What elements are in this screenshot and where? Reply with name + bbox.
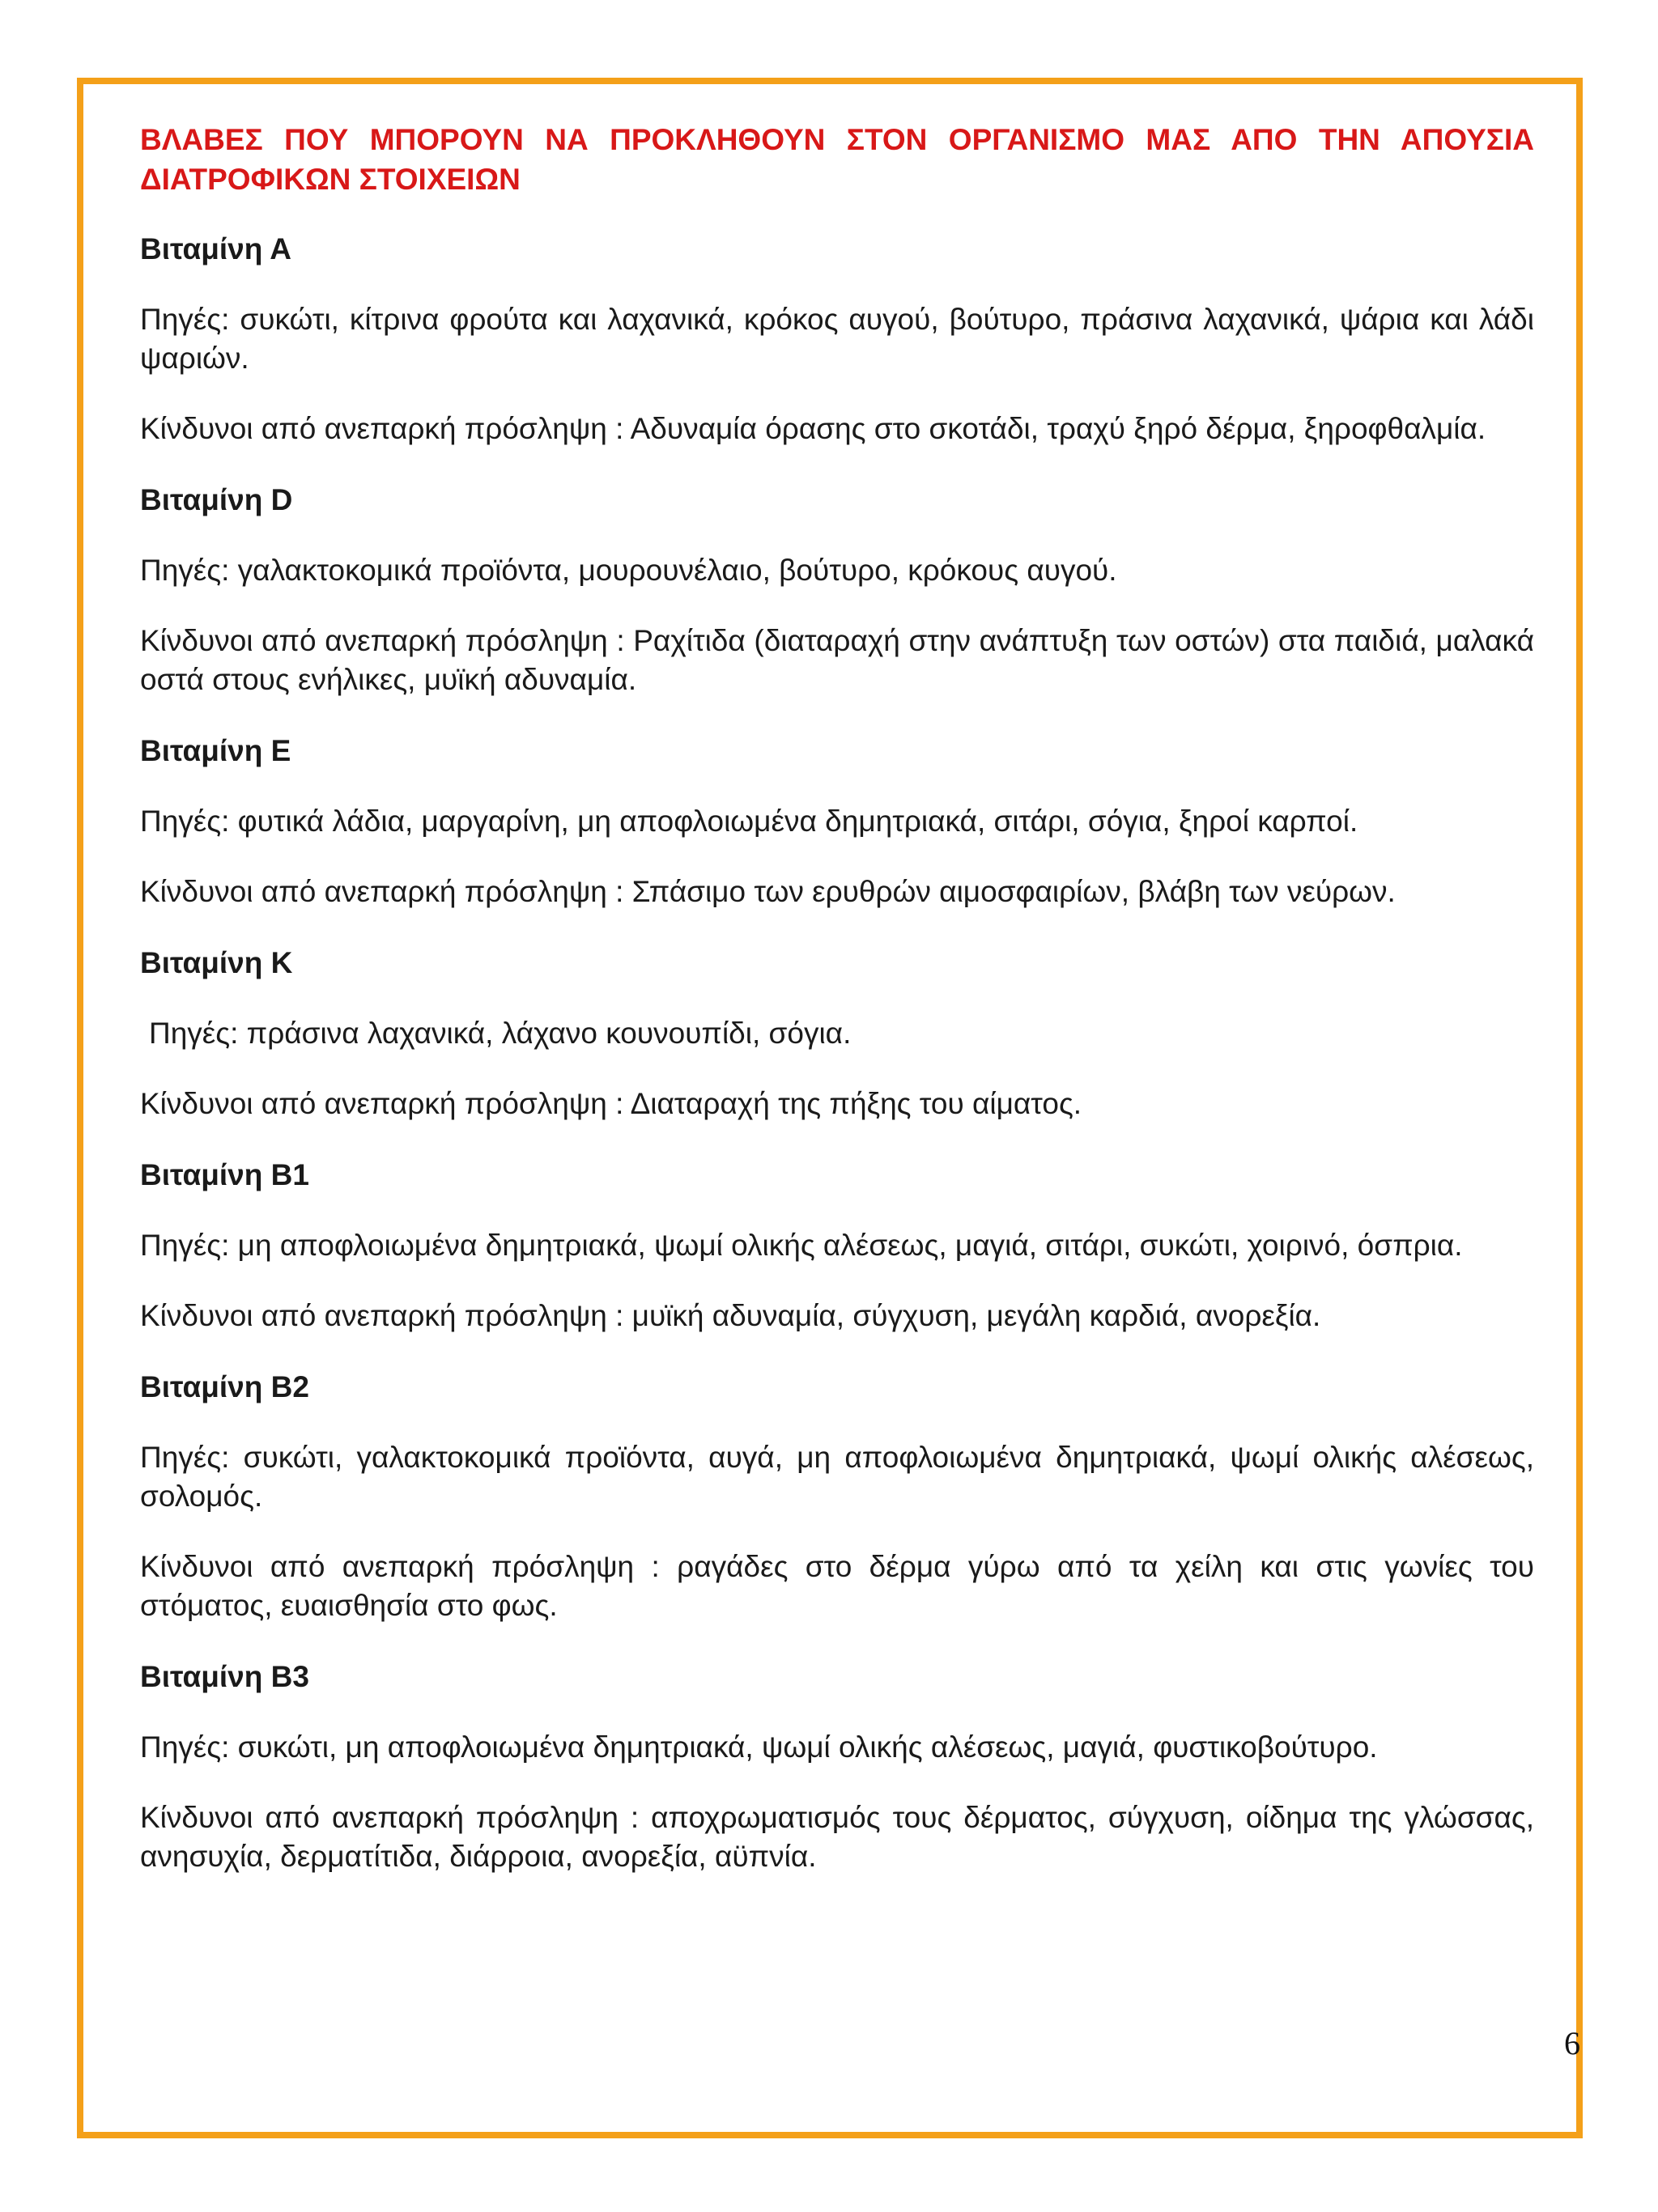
risks-paragraph: Κίνδυνοι από ανεπαρκή πρόσληψη : αποχρωματισμός τους δέρματος, σύγχυση, οίδημα της γλώσσας, ανησυχία, δερματίτιδα, διάρροια, ανορεξία, αϋπνία. xyxy=(140,1801,1534,1873)
sources-paragraph: Πηγές: μη αποφλοιωμένα δημητριακά, ψωμί ολικής αλέσεως, μαγιά, σιτάρι, συκώτι, χοιρινό, όσπρια. xyxy=(140,1229,1463,1262)
risks-paragraph: Κίνδυνοι από ανεπαρκή πρόσληψη : μυϊκή αδυναμία, σύγχυση, μεγάλη καρδιά, ανορεξία. xyxy=(140,1299,1321,1332)
section-heading: Βιταμίνη Β1 xyxy=(140,1158,309,1191)
sources-paragraph: Πηγές: συκώτι, κίτρινα φρούτα και λαχανικά, κρόκος αυγού, βούτυρο, πράσινα λαχανικά, ψάρια και λάδι ψαριών. xyxy=(140,303,1534,375)
section-heading: Βιταμίνη Κ xyxy=(140,946,293,979)
document-title: ΒΛΑΒΕΣ ΠΟΥ ΜΠΟΡΟΥΝ ΝΑ ΠΡΟΚΛΗΘΟΥΝ ΣΤΟΝ ΟΡΓΑΝΙΣΜΟ ΜΑΣ ΑΠΟ ΤΗΝ ΑΠΟΥΣΙΑ ΔΙΑΤΡΟΦΙΚΩΝ ΣΤΟΙΧΕΙΩΝ xyxy=(140,123,1534,196)
section-heading: Βιταμίνη Α xyxy=(140,232,291,265)
sources-paragraph: Πηγές: γαλακτοκομικά προϊόντα, μουρουνέλαιο, βούτυρο, κρόκους αυγού. xyxy=(140,554,1117,587)
document-body xyxy=(140,120,1534,1908)
risks-paragraph: Κίνδυνοι από ανεπαρκή πρόσληψη : Ραχίτιδα (διαταραχή στην ανάπτυξη των οστών) στα παιδιά, μαλακά οστά στους ενήλικες, μυϊκή αδυναμία. xyxy=(140,624,1534,696)
risks-paragraph: Κίνδυνοι από ανεπαρκή πρόσληψη : Διαταραχή της πήξης του αίματος. xyxy=(140,1087,1082,1120)
section-heading: Βιταμίνη D xyxy=(140,483,293,516)
section-vitamin-b3 xyxy=(140,1657,1534,1876)
section-vitamin-b1 xyxy=(140,1155,1534,1335)
section-vitamin-b2 xyxy=(140,1367,1534,1625)
risks-paragraph: Κίνδυνοι από ανεπαρκή πρόσληψη : Σπάσιμο των ερυθρών αιμοσφαιρίων, βλάβη των νεύρων. xyxy=(140,875,1396,908)
sources-paragraph: Πηγές: συκώτι, γαλακτοκομικά προϊόντα, αυγά, μη αποφλοιωμένα δημητριακά, ψωμί ολικής αλέσεως, σολομός. xyxy=(140,1441,1534,1513)
section-heading: Βιταμίνη Ε xyxy=(140,734,291,767)
section-vitamin-k xyxy=(140,943,1534,1123)
section-heading: Βιταμίνη Β2 xyxy=(140,1370,309,1403)
sources-paragraph: Πηγές: πράσινα λαχανικά, λάχανο κουνουπίδι, σόγια. xyxy=(149,1017,852,1050)
page-number: 6 xyxy=(1564,2025,1580,2061)
risks-paragraph: Κίνδυνοι από ανεπαρκή πρόσληψη : ραγάδες στο δέρμα γύρω από τα χείλη και στις γωνίες του στόματος, ευαισθησία στο φως. xyxy=(140,1550,1534,1622)
section-vitamin-d xyxy=(140,480,1534,699)
section-heading: Βιταμίνη Β3 xyxy=(140,1660,309,1693)
risks-paragraph: Κίνδυνοι από ανεπαρκή πρόσληψη : Αδυναμία όρασης στο σκοτάδι, τραχύ ξηρό δέρμα, ξηροφθαλμία. xyxy=(140,412,1486,445)
section-vitamin-a xyxy=(140,229,1534,448)
sources-paragraph: Πηγές: φυτικά λάδια, μαργαρίνη, μη αποφλοιωμένα δημητριακά, σιτάρι, σόγια, ξηροί καρποί. xyxy=(140,805,1358,838)
sources-paragraph: Πηγές: συκώτι, μη αποφλοιωμένα δημητριακά, ψωμί ολικής αλέσεως, μαγιά, φυστικοβούτυρο. xyxy=(140,1730,1378,1764)
section-vitamin-e xyxy=(140,731,1534,911)
